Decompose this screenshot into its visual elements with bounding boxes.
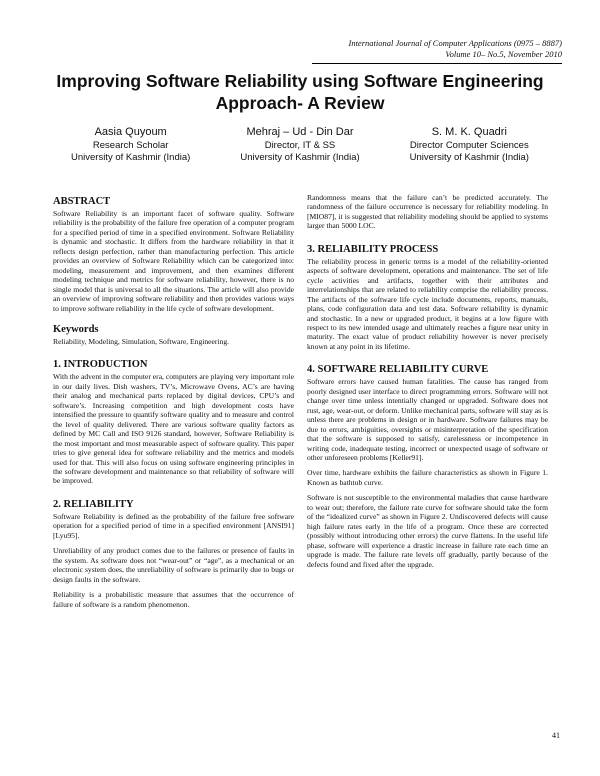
journal-volume: Volume 10– No.5, November 2010 [445, 48, 562, 59]
curve-paragraph: Software errors have caused human fatalities. The cause has ranged from poorly designed user interface to direct programming errors. Software will not change over time unless intentially changed or upgraded. Software does not rust, age, wear-out, or deform. Unlike mechanical parts, software will stay as is unless there are problems in design or in hardware. Software failures may be due to errors, ambiguities, oversights or misinterpretation of the specification that the software is supposed to satisfy, carelessness or incompetence in writing code, inadequate testing, incorrect or unexpected usage of software or other unforeseen problems [Keller91]. [307, 377, 548, 462]
introduction-heading: 1. INTRODUCTION [53, 359, 148, 371]
author-3 [385, 125, 554, 163]
author-affiliation: University of Kashmir (India) [409, 151, 529, 163]
reliability-paragraph: Reliability is a probabilistic measure that assumes that the occurrence of failure of software is a random phenomenon. [53, 590, 294, 609]
author-affiliation: University of Kashmir (India) [240, 151, 360, 163]
journal-citation: International Journal of Computer Applications (0975 – 8887) [348, 38, 562, 48]
reliability-paragraph: Unreliability of any product comes due to the failures or presence of faults in the system. As software does not “wear-out” or “age”, as a mechanical or an electronic system does, the unreliability of software is primarily due to bugs or design faults in the software. [53, 546, 294, 584]
page-number: 41 [552, 731, 560, 740]
author-2 [215, 125, 384, 163]
author-1 [46, 125, 215, 163]
curve-heading: 4. SOFTWARE RELIABILITY CURVE [307, 364, 489, 376]
process-heading: 3. RELIABILITY PROCESS [307, 243, 439, 255]
paper-title: Improving Software Reliability using Software Engineering Approach- A Review [56, 71, 544, 113]
journal-header [348, 38, 562, 59]
reliability-heading: 2. RELIABILITY [53, 498, 134, 510]
author-role: Research Scholar [92, 140, 169, 151]
keywords-heading: Keywords [53, 323, 99, 335]
reliability-paragraph: Software Reliability is defined as the probability of the failure free software operation for a specified period of time in a specified environment [ANSI91] [Lyu95]. [53, 511, 294, 540]
left-column [53, 195, 294, 615]
author-name: Aasia Quyoum [94, 126, 167, 138]
author-role: Director, IT & SS [264, 140, 336, 151]
introduction-text: With the advent in the computer era, computers are playing very important role in our daily lives. Dish washers, TV’s, Microwave Ovens, AC’s are having their analog and mechanical parts replaced by digital devices, CPU’s and software’s. Increasing competition and high development costs have intensified the pressure to quantify software quality and to measure and control the level of quality delivered. There are various software quality factors as defined by MC Call and ISO 9126 standard, however, Software Reliability is the most important and most measurable aspect of software quality. This paper tries to give general idea for software reliability and the metrics and models used for that. This will also focus on using software engineering principles in the software development and maintenance so that reliability of software will be improved. [53, 372, 294, 486]
abstract-text: Software Reliability is an important facet of software quality. Software reliability is the probability of the failure free operation of a computer program for a specified period of time in a specified environment. Software Reliability is dynamic and stochastic. It differs from the hardware reliability in that it reflects design perfection, rather than manufacturing perfection. This article provides an overview of Software Reliability which can be categorized into: modeling, measurement and improvement, and then examines different modeling technique and metrics for software reliability, however, there is no single model that is universal to all the situations. The article will also provide an overview of improving software reliability and then provides various ways to improve software reliability in the life cycle of software development. [53, 209, 294, 313]
abstract-heading: ABSTRACT [53, 196, 111, 207]
author-name: Mehraj – Ud - Din Dar [246, 126, 354, 138]
author-role: Director Computer Sciences [409, 140, 529, 151]
header-divider [312, 63, 562, 64]
curve-paragraph: Over time, hardware exhibits the failure characteristics as shown in Figure 1. Known as bathtub curve. [307, 468, 548, 487]
randomness-paragraph: Randomness means that the failure can’t be predicted accurately. The randomness of the failure occurrence is necessary for reliability modeling. In [MIO87], it is suggested that reliability modeling should be applied to systems larger than 5000 LOC. [307, 193, 548, 231]
author-block [46, 125, 554, 163]
process-text: The reliability process in generic terms is a model of the reliability-oriented aspects of software development, operations and maintenance. The set of life cycle activities and artifacts, together with their attributes and interrelationships that are related to reliability comprise the reliability process. The artifacts of the software life cycle include documents, reports, manuals, plans, code configuration data and test data. Software reliability is dynamic and stochastic. In a new or upgraded product, it begins at a low figure with respect to its new intended usage and ultimately reaches a figure near unity in maturity. The exact value of product reliability however is never precisely known at any point in its lifetime. [307, 256, 548, 351]
author-affiliation: University of Kashmir (India) [71, 151, 191, 163]
author-name: S. M. K. Quadri [431, 126, 507, 138]
curve-paragraph: Software is not susceptible to the environmental maladies that cause hardware to wear out; therefore, the failure rate curve for software should take the form of the “idealized curve” as shown in Figure 2. Undiscovered defects will cause high failure rates early in the life of a program. Once these are corrected (possibly without introducing other errors) the curve flattens. In the useful life phase, software will experience a drastic increase in failure rate each time an upgrade is made. The failure rate levels off gradually, partly because of the defects found and fixed after the upgrade. [307, 493, 548, 569]
keywords-text: Reliability, Modeling, Simulation, Software, Engineering. [53, 336, 230, 346]
right-column [307, 193, 548, 575]
